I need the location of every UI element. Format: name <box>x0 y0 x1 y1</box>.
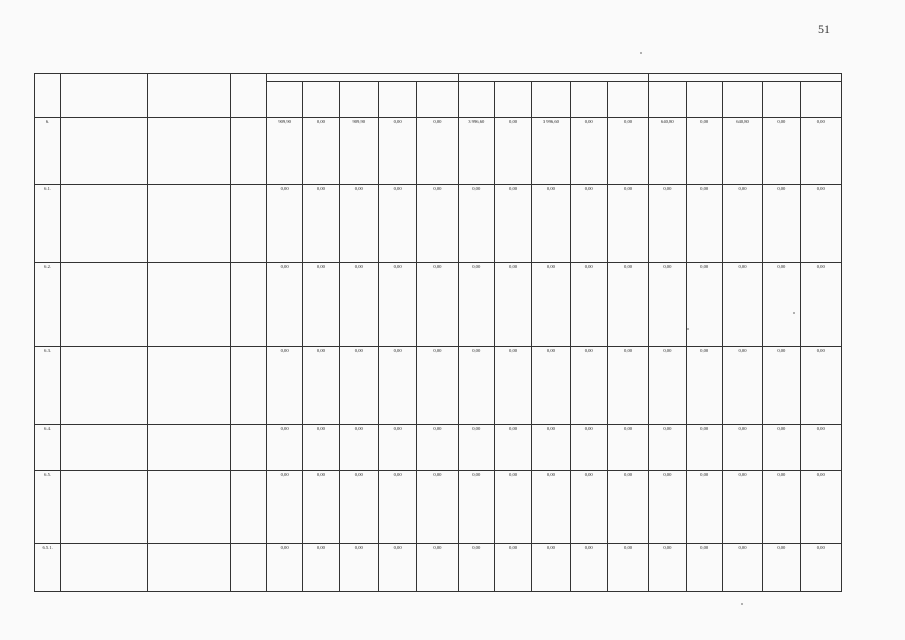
row-value-cell: 0,00 <box>303 185 339 263</box>
row-value-cell: 0,00 <box>532 263 570 347</box>
row-value-cell: 0,00 <box>458 263 494 347</box>
subheader <box>686 82 722 118</box>
header-term <box>230 74 266 118</box>
row-value-cell: 0,00 <box>494 471 531 544</box>
row-value-cell: 0,00 <box>417 347 458 425</box>
row-value-cell: 0,00 <box>417 185 458 263</box>
subheader <box>570 82 607 118</box>
row-value-cell: 0,00 <box>763 471 800 544</box>
header-number <box>35 74 61 118</box>
row-value-cell: 0,00 <box>649 471 686 544</box>
row-value-cell: 0,00 <box>494 347 531 425</box>
row-value-cell: 640,80 <box>649 118 686 185</box>
row-name-cell <box>61 263 148 347</box>
header-executor <box>147 74 230 118</box>
row-value-cell: 0,00 <box>417 263 458 347</box>
row-value-cell: 0,00 <box>417 118 458 185</box>
row-name-cell <box>61 347 148 425</box>
row-value-cell: 0,00 <box>607 347 648 425</box>
row-executor-cell <box>147 185 230 263</box>
row-value-cell: 0,00 <box>303 263 339 347</box>
row-value-cell: 0,00 <box>532 471 570 544</box>
row-value-cell: 0,00 <box>722 185 762 263</box>
budget-table <box>34 73 842 592</box>
row-value-cell: 0,00 <box>722 347 762 425</box>
row-value-cell: 640,80 <box>722 118 762 185</box>
row-value-cell: 0,00 <box>266 185 302 263</box>
row-value-cell: 0,00 <box>494 263 531 347</box>
row-value-cell: 0,00 <box>686 263 722 347</box>
row-number-cell: 6.4. <box>35 425 61 471</box>
row-value-cell: 0,00 <box>649 185 686 263</box>
row-value-cell: 0,00 <box>570 471 607 544</box>
row-value-cell: 0,00 <box>649 425 686 471</box>
row-value-cell: 0,00 <box>763 347 800 425</box>
row-value-cell: 0,00 <box>417 471 458 544</box>
row-value-cell: 0,00 <box>532 544 570 592</box>
row-value-cell: 0,00 <box>494 118 531 185</box>
row-term-cell <box>230 347 266 425</box>
row-name-cell <box>61 425 148 471</box>
row-name-cell <box>61 118 148 185</box>
row-value-cell: 0,00 <box>763 185 800 263</box>
row-value-cell: 0,00 <box>532 347 570 425</box>
row-value-cell: 0,00 <box>649 347 686 425</box>
table-row <box>35 185 842 263</box>
subheader <box>763 82 800 118</box>
row-value-cell: 0,00 <box>607 185 648 263</box>
row-executor-cell <box>147 347 230 425</box>
header-period-group <box>266 74 458 82</box>
table-body <box>35 118 842 592</box>
row-value-cell: 0,00 <box>570 544 607 592</box>
row-value-cell: 0,00 <box>800 118 842 185</box>
row-value-cell: 0,00 <box>800 263 842 347</box>
row-term-cell <box>230 185 266 263</box>
row-value-cell: 0,00 <box>378 347 416 425</box>
subheader <box>417 82 458 118</box>
table-row <box>35 425 842 471</box>
table-row <box>35 263 842 347</box>
row-value-cell: 0,00 <box>570 347 607 425</box>
row-value-cell: 0,00 <box>607 544 648 592</box>
row-value-cell: 0,00 <box>532 425 570 471</box>
row-value-cell: 0,00 <box>378 471 416 544</box>
page-number: 51 <box>818 22 830 36</box>
row-value-cell: 0,00 <box>607 425 648 471</box>
row-value-cell: 0,00 <box>378 425 416 471</box>
subheader <box>722 82 762 118</box>
row-value-cell: 0,00 <box>266 544 302 592</box>
subheader <box>800 82 842 118</box>
row-value-cell: 0,00 <box>303 347 339 425</box>
row-value-cell: 0,00 <box>494 425 531 471</box>
row-value-cell: 0,00 <box>686 544 722 592</box>
subheader <box>303 82 339 118</box>
row-value-cell: 0,00 <box>686 347 722 425</box>
row-value-cell: 0,00 <box>458 347 494 425</box>
row-value-cell: 0,00 <box>800 185 842 263</box>
row-value-cell: 3 996,60 <box>458 118 494 185</box>
row-value-cell: 0,00 <box>266 425 302 471</box>
row-value-cell: 0,00 <box>686 425 722 471</box>
row-value-cell: 3 996,60 <box>532 118 570 185</box>
row-value-cell: 0,00 <box>303 118 339 185</box>
row-value-cell: 0,00 <box>800 347 842 425</box>
row-value-cell: 0,00 <box>570 118 607 185</box>
row-value-cell: 0,00 <box>686 471 722 544</box>
row-value-cell: 0,00 <box>763 263 800 347</box>
row-value-cell: 0,00 <box>417 544 458 592</box>
row-value-cell: 0,00 <box>266 263 302 347</box>
row-value-cell: 0,00 <box>378 118 416 185</box>
row-term-cell <box>230 544 266 592</box>
subheader <box>649 82 686 118</box>
table-row <box>35 471 842 544</box>
scan-speck <box>741 603 743 605</box>
row-value-cell: 0,00 <box>494 185 531 263</box>
row-value-cell: 0,00 <box>458 185 494 263</box>
row-name-cell <box>61 471 148 544</box>
table-row <box>35 544 842 592</box>
row-value-cell: 0,00 <box>570 425 607 471</box>
row-value-cell: 909,90 <box>266 118 302 185</box>
row-value-cell: 0,00 <box>339 263 378 347</box>
row-term-cell <box>230 118 266 185</box>
row-value-cell: 0,00 <box>266 471 302 544</box>
row-value-cell: 0,00 <box>800 471 842 544</box>
subheader <box>607 82 648 118</box>
row-executor-cell <box>147 263 230 347</box>
row-value-cell: 0,00 <box>649 263 686 347</box>
row-value-cell: 0,00 <box>649 544 686 592</box>
row-value-cell: 0,00 <box>458 544 494 592</box>
row-name-cell <box>61 544 148 592</box>
row-value-cell: 0,00 <box>607 263 648 347</box>
row-value-cell: 0,00 <box>722 425 762 471</box>
row-term-cell <box>230 263 266 347</box>
row-value-cell: 0,00 <box>339 425 378 471</box>
row-term-cell <box>230 471 266 544</box>
row-value-cell: 0,00 <box>686 185 722 263</box>
row-number-cell: 6. <box>35 118 61 185</box>
row-value-cell: 0,00 <box>722 544 762 592</box>
row-number-cell: 6.3. <box>35 347 61 425</box>
row-value-cell: 0,00 <box>686 118 722 185</box>
header-period-group <box>649 74 842 82</box>
row-value-cell: 0,00 <box>607 118 648 185</box>
row-value-cell: 0,00 <box>532 185 570 263</box>
row-executor-cell <box>147 425 230 471</box>
subheader <box>378 82 416 118</box>
row-value-cell: 0,00 <box>800 425 842 471</box>
table-row <box>35 118 842 185</box>
row-number-cell: 6.5. <box>35 471 61 544</box>
row-value-cell: 0,00 <box>303 425 339 471</box>
row-value-cell: 0,00 <box>303 544 339 592</box>
subheader <box>266 82 302 118</box>
row-value-cell: 0,00 <box>339 185 378 263</box>
row-value-cell: 0,00 <box>570 185 607 263</box>
row-value-cell: 0,00 <box>763 544 800 592</box>
row-executor-cell <box>147 544 230 592</box>
row-value-cell: 0,00 <box>339 544 378 592</box>
row-value-cell: 0,00 <box>722 263 762 347</box>
row-number-cell: 6.1. <box>35 185 61 263</box>
row-number-cell: 6.5.1. <box>35 544 61 592</box>
row-value-cell: 0,00 <box>378 185 416 263</box>
row-value-cell: 0,00 <box>763 425 800 471</box>
row-value-cell: 0,00 <box>458 471 494 544</box>
row-value-cell: 0,00 <box>570 263 607 347</box>
row-value-cell: 0,00 <box>339 471 378 544</box>
row-value-cell: 0,00 <box>378 544 416 592</box>
subheader <box>458 82 494 118</box>
row-term-cell <box>230 425 266 471</box>
subheader <box>339 82 378 118</box>
row-executor-cell <box>147 118 230 185</box>
subheader <box>494 82 531 118</box>
row-number-cell: 6.2. <box>35 263 61 347</box>
row-value-cell: 0,00 <box>722 471 762 544</box>
row-value-cell: 0,00 <box>339 347 378 425</box>
row-executor-cell <box>147 471 230 544</box>
row-value-cell: 0,00 <box>303 471 339 544</box>
row-value-cell: 0,00 <box>378 263 416 347</box>
row-value-cell: 0,00 <box>458 425 494 471</box>
row-value-cell: 0,00 <box>417 425 458 471</box>
row-value-cell: 909,90 <box>339 118 378 185</box>
table-header-row <box>35 74 842 82</box>
header-period-group <box>458 74 649 82</box>
scan-speck <box>640 52 642 54</box>
subheader <box>532 82 570 118</box>
table-row <box>35 347 842 425</box>
row-value-cell: 0,00 <box>800 544 842 592</box>
row-value-cell: 0,00 <box>607 471 648 544</box>
header-name <box>61 74 148 118</box>
row-value-cell: 0,00 <box>494 544 531 592</box>
row-value-cell: 0,00 <box>763 118 800 185</box>
row-name-cell <box>61 185 148 263</box>
row-value-cell: 0,00 <box>266 347 302 425</box>
